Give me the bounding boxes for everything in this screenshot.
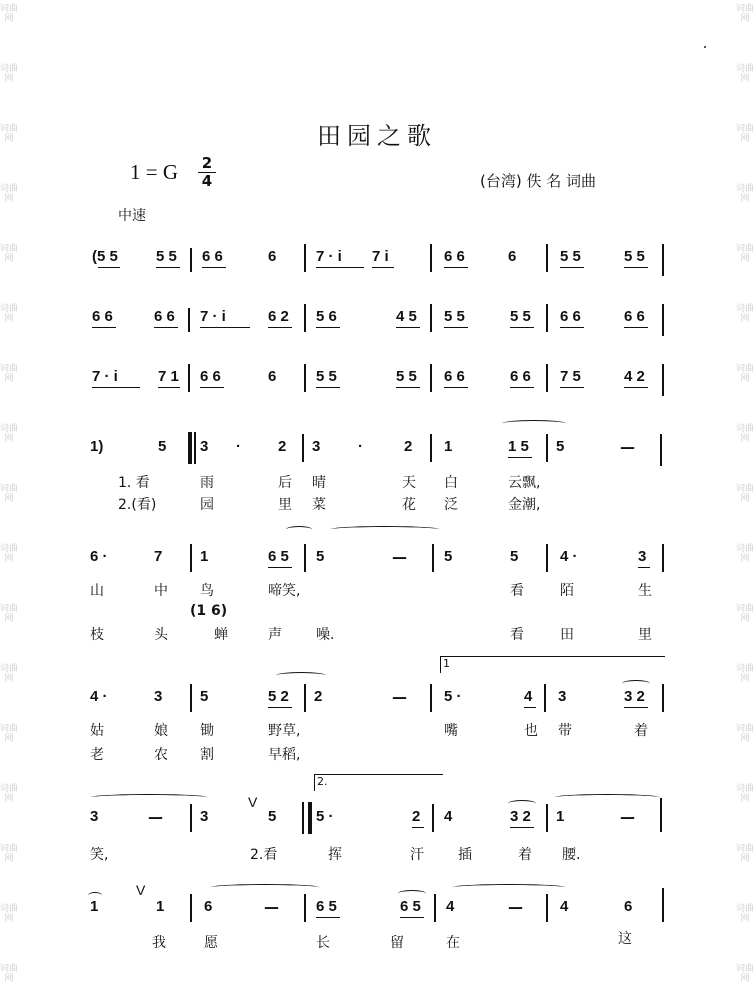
barline xyxy=(304,244,306,272)
barline xyxy=(190,248,192,272)
note-group: 4 2 xyxy=(624,368,645,385)
lyric: 插 xyxy=(458,847,472,863)
lyric: 笑, xyxy=(90,847,109,863)
lyric: 看 xyxy=(510,627,524,643)
note: 4 · xyxy=(90,688,108,705)
note: 4 xyxy=(444,808,453,825)
held-dash: — xyxy=(620,808,635,826)
note-group: 6 xyxy=(508,248,517,265)
note-group: 5 5 xyxy=(624,248,645,265)
barline xyxy=(662,364,664,396)
repeat-barline xyxy=(188,432,192,464)
barline xyxy=(546,544,548,572)
watermark-text: 词曲网 xyxy=(0,304,19,324)
barline xyxy=(304,684,306,712)
note: 1 xyxy=(200,548,209,565)
note-group: 7 · i xyxy=(92,368,118,385)
note: 3 xyxy=(638,548,647,565)
note-group: 3 2 xyxy=(624,688,645,705)
watermark-text: 词曲网 xyxy=(0,844,19,864)
lyric: 山 xyxy=(90,583,104,599)
held-dash: — xyxy=(392,548,407,566)
note: 5 xyxy=(316,548,325,565)
barline xyxy=(432,804,434,832)
composer-credit: (台湾) 佚 名 词曲 xyxy=(480,172,597,190)
note-group: 6 2 xyxy=(268,308,289,325)
tempo-marking: 中速 xyxy=(118,208,146,224)
meter-top: 2 xyxy=(201,154,213,172)
note: 5 · xyxy=(444,688,462,705)
tie-arc xyxy=(452,884,566,891)
watermark-text: 词曲网 xyxy=(0,64,19,84)
watermark-text: 词曲网 xyxy=(736,484,754,504)
lyric: 汗 xyxy=(410,847,424,863)
held-dash: — xyxy=(264,898,279,916)
lyric: 野草, xyxy=(268,723,301,739)
lyric: 在 xyxy=(446,935,460,951)
lyric: 农 xyxy=(154,747,168,763)
lyric: 也 xyxy=(524,723,538,739)
held-dash: — xyxy=(620,438,635,456)
watermark-text: 词曲网 xyxy=(736,4,754,24)
watermark-text: 词曲网 xyxy=(736,844,754,864)
tie-arc xyxy=(502,420,566,427)
note: 3 xyxy=(154,688,163,705)
barline xyxy=(546,894,548,922)
breath-mark: V xyxy=(248,794,258,810)
lyric: 噪. xyxy=(316,627,335,643)
slur-arc xyxy=(508,800,536,807)
notation-row-6 xyxy=(40,657,714,768)
note: 7 xyxy=(154,548,163,565)
watermark-text: 词曲网 xyxy=(0,484,19,504)
lyric: 泛 xyxy=(444,497,458,513)
lyric: 娘 xyxy=(154,723,168,739)
note-group: 5 2 xyxy=(268,688,289,705)
lyric: 花 xyxy=(402,497,416,513)
barline xyxy=(430,434,432,462)
barline xyxy=(190,544,192,572)
watermark-text: 词曲网 xyxy=(736,904,754,924)
lyric: 着 xyxy=(634,723,648,739)
note-group: 6 6 xyxy=(154,308,175,325)
note-group: 6 6 xyxy=(624,308,645,325)
time-signature xyxy=(198,156,216,189)
lyric: 金潮, xyxy=(508,497,541,513)
barline xyxy=(190,804,192,832)
held-dash: — xyxy=(148,808,163,826)
watermark-text: 词曲网 xyxy=(0,244,19,264)
lyric: 里 xyxy=(638,627,652,643)
note: 1 xyxy=(156,898,165,915)
watermark-text: 词曲网 xyxy=(0,364,19,384)
note-group: 6 xyxy=(268,368,277,385)
note-group: 6 6 xyxy=(560,308,581,325)
lyric: 看 xyxy=(510,583,524,599)
lyric: 菜 xyxy=(312,497,326,513)
lyric: 蝉 xyxy=(214,627,228,643)
note: 3 xyxy=(200,808,209,825)
repeat-barline xyxy=(302,802,304,834)
lyric: 晴 xyxy=(312,475,326,491)
key-signature: 1 = G xyxy=(130,160,179,184)
lyric: 嘴 xyxy=(444,723,458,739)
lyric: 中 xyxy=(154,583,168,599)
tie-arc xyxy=(554,794,660,801)
lyric: 2.看 xyxy=(250,847,278,863)
notation-row-7 xyxy=(40,775,714,868)
lyric: 里 xyxy=(278,497,292,513)
barline xyxy=(430,684,432,712)
lyric: 愿 xyxy=(204,935,218,951)
watermark-text: 词曲网 xyxy=(736,544,754,564)
note: 5 xyxy=(268,808,277,825)
note: 4 xyxy=(446,898,455,915)
lyric: 声 xyxy=(268,627,282,643)
note-group: 6 5 xyxy=(268,548,289,565)
barline xyxy=(660,798,662,832)
note-group: 5 6 xyxy=(316,308,337,325)
note-group: 5 5 xyxy=(444,308,465,325)
note-group: 1 5 xyxy=(508,438,529,455)
note-group: 6 6 xyxy=(92,308,113,325)
lyric: 枝 xyxy=(90,627,104,643)
note-group: 4 5 xyxy=(396,308,417,325)
barline xyxy=(660,434,662,466)
lyric: 割 xyxy=(200,747,214,763)
barline xyxy=(188,364,190,392)
barline xyxy=(662,684,664,712)
barline xyxy=(546,304,548,332)
note: 2 xyxy=(278,438,287,455)
note: 5 xyxy=(200,688,209,705)
watermark-right xyxy=(736,0,754,991)
note: 5 xyxy=(556,438,565,455)
barline xyxy=(430,364,432,392)
note-group: 6 xyxy=(268,248,277,265)
note: · xyxy=(236,438,241,455)
watermark-text: 词曲网 xyxy=(0,724,19,744)
barline xyxy=(430,304,432,332)
barline xyxy=(546,364,548,392)
barline xyxy=(430,244,432,272)
note: 2 xyxy=(404,438,413,455)
lyric: 2.(看) xyxy=(118,497,157,513)
note-group: 7 · i xyxy=(200,308,226,325)
barline xyxy=(304,544,306,572)
lyric: 啼笑, xyxy=(268,583,301,599)
lyric: 姑 xyxy=(90,723,104,739)
note: 2 xyxy=(412,808,421,825)
verse-row xyxy=(40,438,714,518)
watermark-text: 词曲网 xyxy=(736,724,754,744)
note-group: 5 5 xyxy=(560,248,581,265)
watermark-text: 词曲网 xyxy=(0,664,19,684)
note: 2 xyxy=(314,688,323,705)
note-group: 7 · i xyxy=(316,248,342,265)
lyric: 后 xyxy=(278,475,292,491)
volta-bracket-2: 2. xyxy=(314,774,443,791)
note-group: 6 6 xyxy=(444,368,465,385)
held-dash: — xyxy=(392,688,407,706)
ink-speck xyxy=(704,46,706,48)
note: 6 xyxy=(624,898,633,915)
note: · xyxy=(358,438,363,455)
lyric: 雨 xyxy=(200,475,214,491)
lyric: 生 xyxy=(638,583,652,599)
lyric: 早稻, xyxy=(268,747,301,763)
lyric: 天 xyxy=(402,475,416,491)
barline xyxy=(302,434,304,462)
watermark-text: 词曲网 xyxy=(736,604,754,624)
note-group: 6 5 xyxy=(400,898,421,915)
watermark-text: 词曲网 xyxy=(736,424,754,444)
slur-arc xyxy=(398,890,426,897)
note-group: 3 2 xyxy=(510,808,531,825)
lyric: 老 xyxy=(90,747,104,763)
watermark-left xyxy=(0,0,18,991)
barline xyxy=(662,244,664,276)
slur-arc xyxy=(622,680,650,687)
lyric-note-aside: (1 6) xyxy=(190,603,228,619)
notation-row-8 xyxy=(40,882,714,958)
notation-row-5 xyxy=(40,548,714,648)
score-page xyxy=(40,0,714,991)
barline xyxy=(304,304,306,332)
note: 1 xyxy=(444,438,453,455)
note-group: 5 5 xyxy=(510,308,531,325)
note-group: 6 6 xyxy=(444,248,465,265)
lyric: 挥 xyxy=(328,847,342,863)
barline xyxy=(546,434,548,462)
watermark-text: 词曲网 xyxy=(736,964,754,984)
lyric: 云飘, xyxy=(508,475,541,491)
note: 3 xyxy=(312,438,321,455)
meter-bottom: 4 xyxy=(201,172,213,190)
note-group: 6 6 xyxy=(200,368,221,385)
watermark-text: 词曲网 xyxy=(0,424,19,444)
lyric: 我 xyxy=(152,935,166,951)
note: 4 xyxy=(560,898,569,915)
held-dash: — xyxy=(508,898,523,916)
note-group: 7 5 xyxy=(560,368,581,385)
barline xyxy=(304,364,306,392)
lyric: 这 xyxy=(618,931,632,947)
watermark-text: 词曲网 xyxy=(736,364,754,384)
lyric: 园 xyxy=(200,497,214,513)
barline xyxy=(432,544,434,572)
note-group: 5 5 xyxy=(316,368,337,385)
note: 1 xyxy=(90,898,99,915)
tie-arc xyxy=(330,526,440,533)
watermark-text: 词曲网 xyxy=(736,664,754,684)
note-group: 6 6 xyxy=(510,368,531,385)
note-group: (5 5 xyxy=(92,248,118,265)
note: 1 xyxy=(556,808,565,825)
barline xyxy=(188,308,190,332)
tie-arc xyxy=(286,526,312,533)
volta-bracket-1: 1 xyxy=(440,656,665,673)
note: 5 · xyxy=(316,808,334,825)
watermark-text: 词曲网 xyxy=(736,64,754,84)
lyric: 陌 xyxy=(560,583,574,599)
watermark-text: 词曲网 xyxy=(0,124,19,144)
note: 6 xyxy=(204,898,213,915)
note: 4 xyxy=(524,688,533,705)
lyric: 留 xyxy=(390,935,404,951)
note-group: 7 i xyxy=(372,248,389,265)
note-group: 6 5 xyxy=(316,898,337,915)
note: 3 xyxy=(200,438,209,455)
lyric: 带 xyxy=(558,723,572,739)
note: 5 xyxy=(444,548,453,565)
notation-row-3 xyxy=(40,368,714,410)
barline xyxy=(546,804,548,832)
watermark-text: 词曲网 xyxy=(736,784,754,804)
tie-arc xyxy=(90,794,208,801)
watermark-text: 词曲网 xyxy=(0,964,19,984)
lyric: 白 xyxy=(444,475,458,491)
note: 5 xyxy=(510,548,519,565)
tie-arc xyxy=(276,672,326,679)
watermark-text: 词曲网 xyxy=(0,604,19,624)
lyric: 鸟 xyxy=(200,583,214,599)
note: 5 xyxy=(158,438,167,455)
note-group: 7 1 xyxy=(158,368,179,385)
lyric: 锄 xyxy=(200,723,214,739)
note: 6 · xyxy=(90,548,108,565)
note-group: 5 5 xyxy=(396,368,417,385)
watermark-text: 词曲网 xyxy=(0,544,19,564)
watermark-text: 词曲网 xyxy=(736,244,754,264)
verse-marker: 1) xyxy=(90,438,104,455)
lyric: 1. 看 xyxy=(118,475,150,491)
lyric: 长 xyxy=(316,935,330,951)
tie-arc xyxy=(210,884,320,891)
barline xyxy=(662,304,664,336)
barline xyxy=(304,894,306,922)
watermark-text: 词曲网 xyxy=(736,124,754,144)
watermark-text: 词曲网 xyxy=(736,184,754,204)
watermark-text: 词曲网 xyxy=(0,184,19,204)
lyric: 田 xyxy=(560,627,574,643)
lyric: 腰. xyxy=(562,847,581,863)
barline xyxy=(544,684,546,712)
song-title: 田园之歌 xyxy=(317,122,437,150)
note-group: 6 6 xyxy=(202,248,223,265)
watermark-text: 词曲网 xyxy=(0,784,19,804)
barline xyxy=(662,888,664,922)
note: 3 xyxy=(558,688,567,705)
lyric: 头 xyxy=(154,627,168,643)
notation-row-2 xyxy=(40,308,714,350)
note: 4 · xyxy=(560,548,578,565)
notation-row-1 xyxy=(40,248,714,290)
barline xyxy=(434,894,436,922)
lyric: 着 xyxy=(518,847,532,863)
watermark-text: 词曲网 xyxy=(0,4,19,24)
watermark-text: 词曲网 xyxy=(736,304,754,324)
barline xyxy=(662,544,664,572)
breath-mark: V xyxy=(136,882,146,898)
barline xyxy=(190,894,192,922)
note-group: 5 5 xyxy=(156,248,177,265)
note: 3 xyxy=(90,808,99,825)
watermark-text: 词曲网 xyxy=(0,904,19,924)
barline xyxy=(190,684,192,712)
barline xyxy=(546,244,548,272)
